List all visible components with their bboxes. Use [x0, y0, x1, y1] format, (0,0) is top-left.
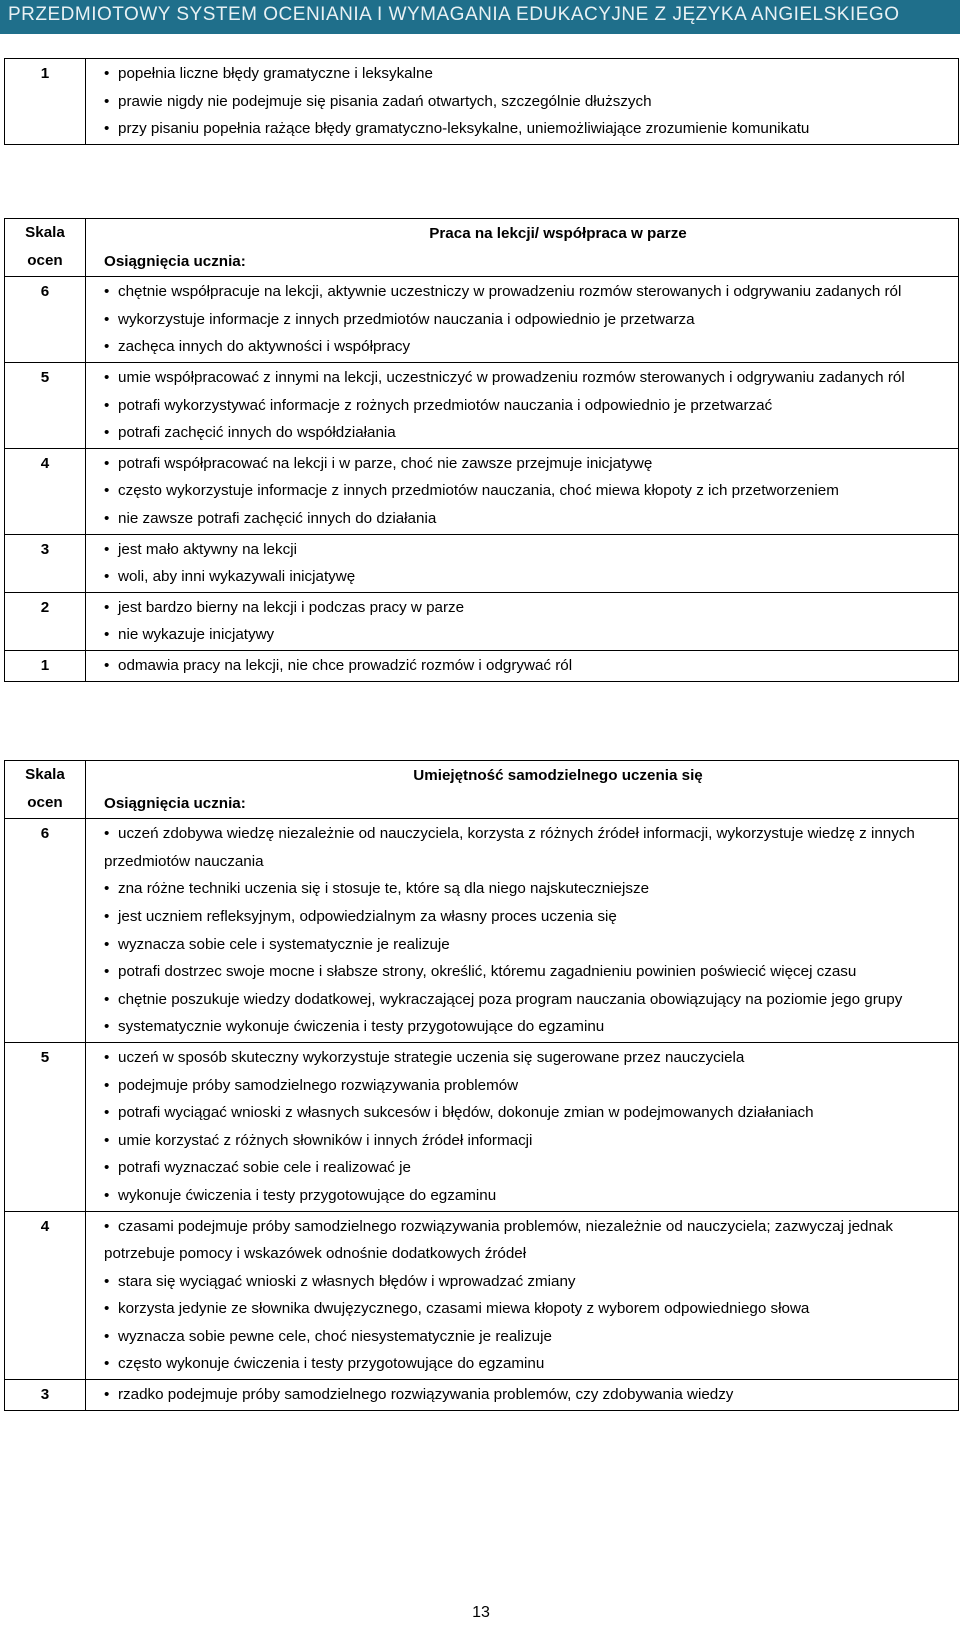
- criteria-item: [104, 1381, 952, 1409]
- criteria-text: korzysta jedynie ze słownika dwujęzycznego, czasami miewa kłopoty z wyborem odpowiedniego słowa: [118, 1300, 810, 1318]
- bullet-icon: •: [104, 1159, 110, 1177]
- scale-label: [5, 761, 86, 819]
- criteria-item: [104, 1099, 952, 1127]
- criteria-item: [104, 931, 952, 959]
- bullet-icon: •: [104, 907, 110, 925]
- bullet-icon: •: [104, 626, 110, 644]
- grade-value: 5: [5, 1042, 86, 1211]
- bullet-icon: •: [104, 540, 110, 558]
- bullet-icon: •: [104, 1131, 110, 1149]
- criteria-text: potrafi wykorzystywać informacje z rożnych przedmiotów nauczania i odpowiednio je przetwarzać: [118, 396, 773, 414]
- criteria-item: [104, 875, 952, 903]
- bullet-icon: •: [104, 935, 110, 953]
- bullet-icon: •: [104, 1272, 110, 1290]
- criteria-text: wykonuje ćwiczenia i testy przygotowujące do egzaminu: [118, 1186, 497, 1204]
- scale-label-line1: Skala: [25, 766, 65, 783]
- criteria-text: wykorzystuje informacje z innych przedmiotów nauczania i odpowiednio je przetwarza: [118, 310, 695, 328]
- scale-label: [5, 219, 86, 277]
- criteria-item: [104, 115, 952, 143]
- grade-row: [5, 534, 959, 592]
- grade-value: 4: [5, 448, 86, 534]
- grade-value: 2: [5, 592, 86, 650]
- page-number: 13: [472, 1604, 490, 1621]
- bullet-icon: •: [104, 424, 110, 442]
- section-heading: [86, 219, 959, 277]
- grade-value: 5: [5, 362, 86, 448]
- bullet-icon: •: [104, 1355, 110, 1373]
- grade-row: [5, 448, 959, 534]
- criteria-list: [86, 448, 959, 534]
- bullet-icon: •: [104, 1018, 110, 1036]
- criteria-list: [86, 819, 959, 1043]
- bullet-icon: •: [104, 1300, 110, 1318]
- bullet-icon: •: [104, 568, 110, 586]
- bullet-icon: •: [104, 509, 110, 527]
- criteria-item: [104, 1268, 952, 1296]
- document-title: PRZEDMIOTOWY SYSTEM OCENIANIA I WYMAGANIA EDUKACYJNE Z JĘZYKA ANGIELSKIEGO: [8, 4, 900, 25]
- criteria-text: stara się wyciągać wnioski z własnych błędów i wprowadzać zmiany: [118, 1272, 576, 1290]
- criteria-text: potrafi wyciągać wnioski z własnych sukcesów i błędów, dokonuje zmian w podejmowanych działaniach: [118, 1104, 814, 1122]
- criteria-list: [86, 650, 959, 681]
- criteria-item: [104, 594, 952, 622]
- criteria-item: [104, 986, 952, 1014]
- criteria-text: zna różne techniki uczenia się i stosuje te, które są dla niego najskuteczniejsze: [118, 880, 650, 898]
- criteria-list: [86, 1211, 959, 1380]
- bullet-icon: •: [104, 1186, 110, 1204]
- criteria-list: [86, 592, 959, 650]
- criteria-text: uczeń w sposób skuteczny wykorzystuje strategie uczenia się sugerowane przez nauczyciela: [118, 1048, 745, 1066]
- grade-row: [5, 1380, 959, 1411]
- bullet-icon: •: [104, 656, 110, 674]
- criteria-item: [104, 1323, 952, 1351]
- bullet-icon: •: [104, 598, 110, 616]
- grade-value: 6: [5, 277, 86, 363]
- criteria-item: [104, 306, 952, 334]
- bullet-icon: •: [104, 368, 110, 386]
- criteria-item: [104, 1013, 952, 1041]
- criteria-list: [86, 362, 959, 448]
- grade-value: 1: [5, 650, 86, 681]
- criteria-text: woli, aby inni wykazywali inicjatywę: [118, 568, 356, 586]
- grade-value: 3: [5, 1380, 86, 1411]
- criteria-item: [104, 621, 952, 649]
- bullet-icon: •: [104, 454, 110, 472]
- section-subtitle: Osiągnięcia ucznia:: [104, 794, 246, 812]
- criteria-text: potrafi zachęcić innych do współdziałania: [118, 424, 396, 442]
- grade-value: 4: [5, 1211, 86, 1380]
- section-title: Praca na lekcji/ współpraca w parze: [429, 225, 687, 242]
- grade-row: [5, 1042, 959, 1211]
- criteria-item: [104, 278, 952, 306]
- bullet-icon: •: [104, 92, 110, 110]
- criteria-text: umie współpracować z innymi na lekcji, uczestniczyć w prowadzeniu rozmów sterowanych i odgrywaniu zadanych ról: [118, 368, 905, 386]
- criteria-item: [104, 88, 952, 116]
- bullet-icon: •: [104, 310, 110, 328]
- criteria-list: [86, 534, 959, 592]
- lesson-work-table: [4, 218, 959, 682]
- criteria-item: [104, 958, 952, 986]
- grade-value: 3: [5, 534, 86, 592]
- bullet-icon: •: [104, 1104, 110, 1122]
- criteria-item: [104, 1350, 952, 1378]
- grade-row: [5, 592, 959, 650]
- criteria-text: rzadko podejmuje próby samodzielnego rozwiązywania problemów, czy zdobywania wiedzy: [118, 1386, 734, 1404]
- bullet-icon: •: [104, 1076, 110, 1094]
- bullet-icon: •: [104, 880, 110, 898]
- scale-label-line2: ocen: [27, 251, 63, 269]
- grade-row: [5, 650, 959, 681]
- writing-table-tail: [4, 58, 959, 145]
- criteria-list: [86, 1380, 959, 1411]
- bullet-icon: •: [104, 963, 110, 981]
- criteria-item: [104, 652, 952, 680]
- section-subtitle: Osiągnięcia ucznia:: [104, 252, 246, 270]
- criteria-item: [104, 820, 952, 875]
- criteria-item: [104, 419, 952, 447]
- bullet-icon: •: [104, 1217, 110, 1235]
- criteria-text: chętnie współpracuje na lekcji, aktywnie uczestniczy w prowadzeniu rozmów sterowanych i odgrywaniu zadanych ról: [118, 283, 902, 301]
- criteria-text: systematycznie wykonuje ćwiczenia i testy przygotowujące do egzaminu: [118, 1018, 605, 1036]
- criteria-text: uczeń zdobywa wiedzę niezależnie od nauczyciela, korzysta z różnych źródeł informacji, wykorzystuje wiedzę z innych przedmiotów nauczania: [104, 825, 915, 870]
- bullet-icon: •: [104, 1048, 110, 1066]
- criteria-text: nie wykazuje inicjatywy: [118, 626, 275, 644]
- bullet-icon: •: [104, 396, 110, 414]
- criteria-item: [104, 450, 952, 478]
- criteria-item: [104, 1295, 952, 1323]
- criteria-text: nie zawsze potrafi zachęcić innych do działania: [118, 509, 437, 527]
- criteria-item: [104, 1044, 952, 1072]
- scale-label-line1: Skala: [25, 224, 65, 241]
- criteria-text: popełnia liczne błędy gramatyczne i leksykalne: [118, 65, 433, 82]
- criteria-list: [86, 277, 959, 363]
- criteria-text: podejmuje próby samodzielnego rozwiązywania problemów: [118, 1076, 519, 1094]
- criteria-text: często wykorzystuje informacje z innych przedmiotów nauczania, choć miewa kłopoty z ich przetworzeniem: [118, 482, 839, 500]
- criteria-text: potrafi współpracować na lekcji i w parze, choć nie zawsze przejmuje inicjatywę: [118, 454, 653, 472]
- scale-label-line2: ocen: [27, 793, 63, 811]
- section-title: Umiejętność samodzielnego uczenia się: [413, 767, 703, 784]
- bullet-icon: •: [104, 990, 110, 1008]
- grade-value: 6: [5, 819, 86, 1043]
- criteria-text: odmawia pracy na lekcji, nie chce prowadzić rozmów i odgrywać ról: [118, 656, 573, 674]
- section-heading: [86, 761, 959, 819]
- grade-row: [5, 1211, 959, 1380]
- self-learning-table: [4, 760, 959, 1411]
- criteria-item: [104, 477, 952, 505]
- bullet-icon: •: [104, 120, 110, 138]
- bullet-icon: •: [104, 482, 110, 500]
- criteria-text: jest bardzo bierny na lekcji i podczas pracy w parze: [118, 598, 465, 616]
- criteria-item: [104, 536, 952, 564]
- bullet-icon: •: [104, 65, 110, 82]
- criteria-item: [104, 505, 952, 533]
- criteria-item: [104, 903, 952, 931]
- criteria-item: [104, 1154, 952, 1182]
- criteria-item: [104, 1182, 952, 1210]
- criteria-text: wyznacza sobie pewne cele, choć niesystematycznie je realizuje: [118, 1327, 552, 1345]
- criteria-list: [86, 59, 959, 145]
- document-header: [0, 0, 960, 34]
- criteria-text: zachęca innych do aktywności i współpracy: [118, 338, 411, 356]
- criteria-item: [104, 1127, 952, 1155]
- criteria-text: czasami podejmuje próby samodzielnego rozwiązywania problemów, niezależnie od nauczyciela; zazwyczaj jednak potrzebuje pomocy i wskazówek odnośnie dodatkowych źródeł: [104, 1217, 893, 1263]
- criteria-item: [104, 364, 952, 392]
- criteria-list: [86, 1042, 959, 1211]
- criteria-text: umie korzystać z różnych słowników i innych źródeł informacji: [118, 1131, 533, 1149]
- criteria-item: [104, 392, 952, 420]
- bullet-icon: •: [104, 1327, 110, 1345]
- grade-row: [5, 277, 959, 363]
- criteria-text: potrafi wyznaczać sobie cele i realizować je: [118, 1159, 411, 1177]
- criteria-text: prawie nigdy nie podejmuje się pisania zadań otwartych, szczególnie dłuższych: [118, 92, 652, 110]
- grade-row: [5, 59, 959, 145]
- criteria-text: chętnie poszukuje wiedzy dodatkowej, wykraczającej poza program nauczania obowiązujący na poziomie jego grupy: [118, 990, 903, 1008]
- criteria-text: wyznacza sobie cele i systematycznie je realizuje: [118, 935, 450, 953]
- criteria-item: [104, 1213, 952, 1268]
- criteria-text: potrafi dostrzec swoje mocne i słabsze strony, określić, któremu zagadnieniu powinien poświecić więcej czasu: [118, 963, 857, 981]
- grade-value: 1: [5, 59, 86, 145]
- criteria-item: [104, 563, 952, 591]
- bullet-icon: •: [104, 825, 110, 843]
- criteria-text: często wykonuje ćwiczenia i testy przygotowujące do egzaminu: [118, 1355, 545, 1373]
- criteria-text: przy pisaniu popełnia rażące błędy gramatyczno-leksykalne, uniemożliwiające zrozumienie komunikatu: [118, 120, 810, 138]
- grade-row: [5, 819, 959, 1043]
- grade-row: [5, 362, 959, 448]
- criteria-item: [104, 1072, 952, 1100]
- criteria-item: [104, 333, 952, 361]
- criteria-text: jest mało aktywny na lekcji: [118, 540, 297, 558]
- bullet-icon: •: [104, 338, 110, 356]
- table-header-row: [5, 761, 959, 819]
- table-header-row: [5, 219, 959, 277]
- criteria-item: [104, 60, 952, 88]
- criteria-text: jest uczniem refleksyjnym, odpowiedzialnym za własny proces uczenia się: [118, 907, 617, 925]
- bullet-icon: •: [104, 283, 110, 301]
- bullet-icon: •: [104, 1386, 110, 1404]
